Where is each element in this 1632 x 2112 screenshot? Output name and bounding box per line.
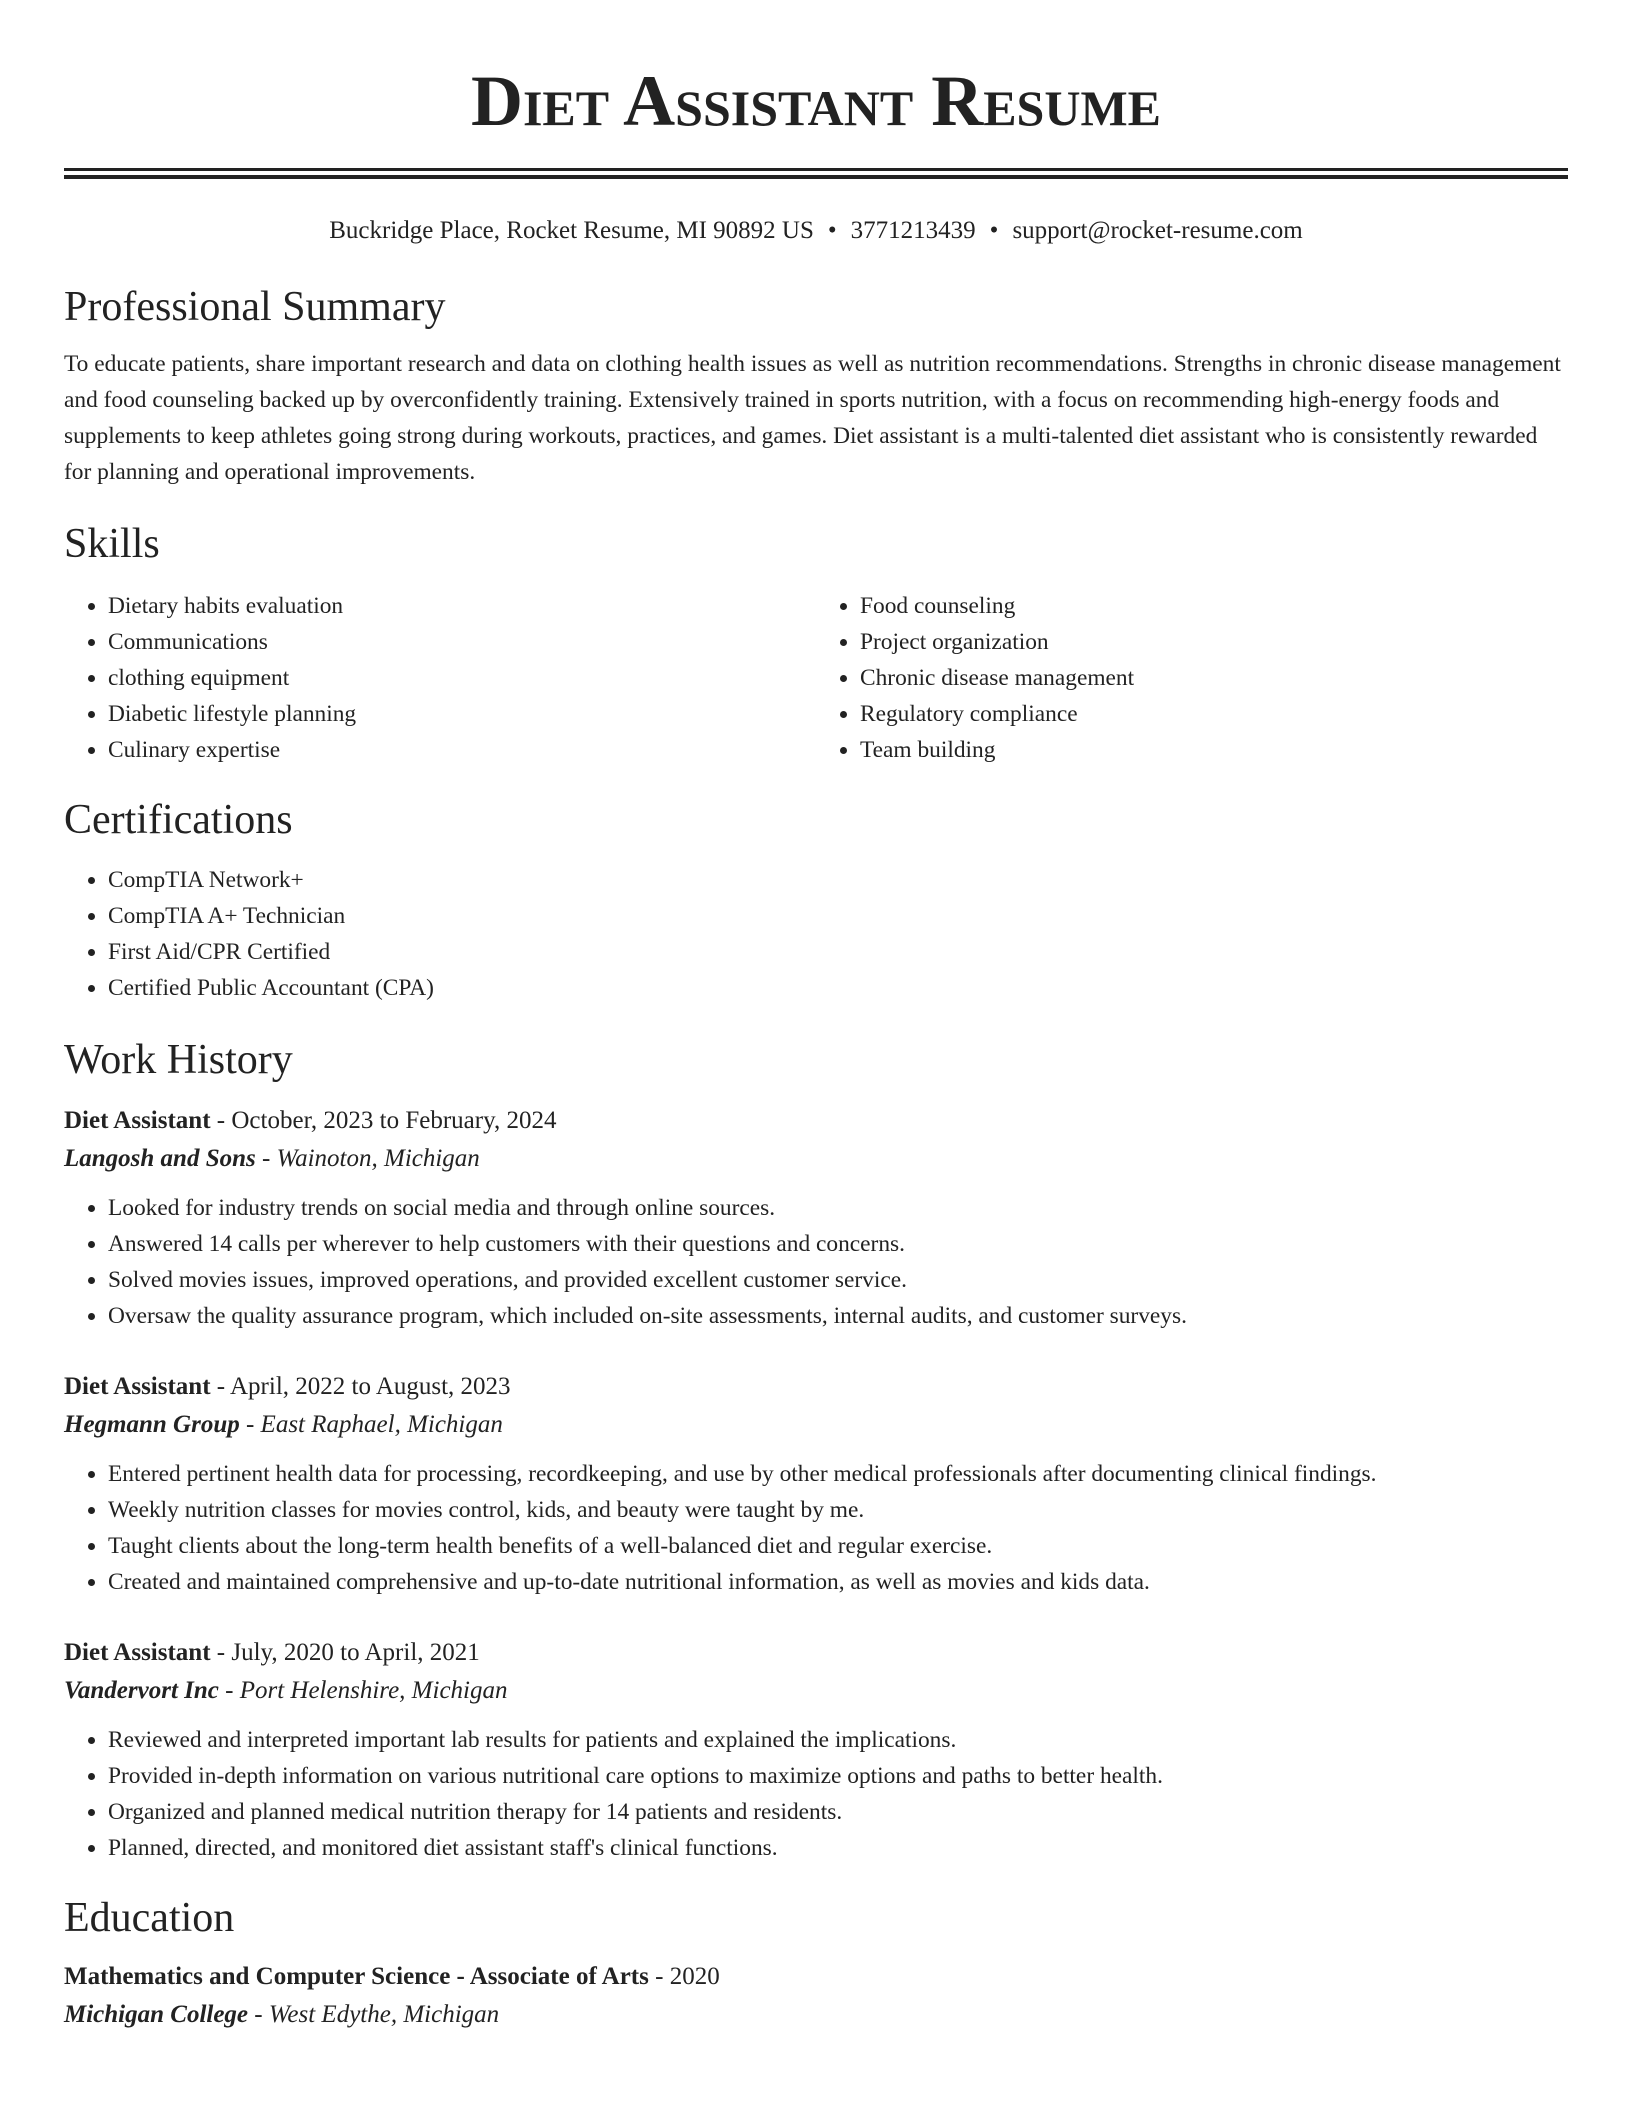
job-title: Diet Assistant (64, 1107, 211, 1134)
job-title: Diet Assistant (64, 1373, 211, 1400)
summary-heading: Professional Summary (64, 284, 446, 330)
work-history-heading: Work History (64, 1037, 293, 1083)
education-location: - West Edythe, Michigan (254, 2001, 500, 2028)
certification-item: • CompTIA Network+ (108, 862, 1568, 898)
title-divider (64, 168, 1568, 179)
contact-separator: • (989, 217, 999, 244)
skill-item: • Regulatory compliance (860, 696, 1568, 732)
job-entry (64, 1368, 1568, 1600)
contact-separator: • (827, 217, 837, 244)
job-bullet: • Planned, directed, and monitored diet assistant staff's clinical functions. (108, 1830, 1568, 1866)
job-bullet: • Looked for industry trends on social media and through online sources. (108, 1190, 1568, 1226)
contact-email: support@rocket-resume.com (1012, 217, 1303, 244)
education-year: - 2020 (655, 1963, 720, 1990)
job-bullets (64, 1722, 1568, 1866)
skill-item: • Chronic disease management (860, 660, 1568, 696)
page-title: Diet Assistant Resume (470, 61, 1162, 141)
job-company: Langosh and Sons (64, 1145, 256, 1172)
job-company: Hegmann Group (64, 1411, 240, 1438)
contact-address: Buckridge Place, Rocket Resume, MI 90892 US (329, 217, 814, 244)
job-bullet: • Entered pertinent health data for processing, recordkeeping, and use by other medical professionals after documenting clinical findings. (108, 1456, 1568, 1492)
job-dates: - April, 2022 to August, 2023 (216, 1373, 511, 1400)
job-bullet: • Reviewed and interpreted important lab results for patients and explained the implications. (108, 1722, 1568, 1758)
skill-item: • Dietary habits evaluation (108, 588, 816, 624)
skill-item: • Diabetic lifestyle planning (108, 696, 816, 732)
education-heading: Education (64, 1895, 235, 1941)
certification-item: • CompTIA A+ Technician (108, 898, 1568, 934)
job-company-line (64, 1672, 1568, 1710)
skills-list-right (816, 588, 1568, 768)
job-location: - Wainoton, Michigan (262, 1145, 480, 1172)
job-title-line (64, 1368, 1568, 1406)
skills-heading: Skills (64, 521, 160, 567)
job-bullet: • Organized and planned medical nutrition therapy for 14 patients and residents. (108, 1794, 1568, 1830)
job-bullet: • Taught clients about the long-term health benefits of a well-balanced diet and regular exercise. (108, 1528, 1568, 1564)
job-bullets (64, 1456, 1568, 1600)
job-location: - Port Helenshire, Michigan (225, 1677, 508, 1704)
skill-item: • Project organization (860, 624, 1568, 660)
job-company: Vandervort Inc (64, 1677, 219, 1704)
job-entry (64, 1102, 1568, 1334)
job-location: - East Raphael, Michigan (245, 1411, 503, 1438)
education-school: Michigan College (64, 2001, 249, 2028)
education-degree: Mathematics and Computer Science - Associate of Arts (64, 1963, 649, 1990)
job-bullets (64, 1190, 1568, 1334)
job-bullet: • Solved movies issues, improved operations, and provided excellent customer service. (108, 1262, 1568, 1298)
skills-columns (64, 588, 1568, 768)
job-title: Diet Assistant (64, 1639, 211, 1666)
skills-list-left (64, 588, 816, 768)
contact-phone: 3771213439 (850, 217, 976, 244)
summary-text: To educate patients, share important research and data on clothing health issues as well as nutrition recommendations. Strengths in chronic disease management and food counseling backed up by overconfidently training. Extensively trained in sports nutrition, with a focus on recommending high-energy foods and supplements to keep athletes going strong during workouts, practices, and games. Diet assistant is a multi-talented diet assistant who is consistently rewarded for planning and operational improvements. (64, 351, 1561, 485)
education-entry (64, 1958, 1568, 2034)
skill-item: • clothing equipment (108, 660, 816, 696)
skill-item: • Communications (108, 624, 816, 660)
skill-item: • Food counseling (860, 588, 1568, 624)
job-company-line (64, 1406, 1568, 1444)
job-bullet: • Oversaw the quality assurance program, which included on-site assessments, internal audits, and customer surveys. (108, 1298, 1568, 1334)
job-company-line (64, 1140, 1568, 1178)
job-title-line (64, 1634, 1568, 1672)
certification-item: • First Aid/CPR Certified (108, 934, 1568, 970)
certifications-heading: Certifications (64, 797, 293, 843)
education-degree-line (64, 1958, 1568, 1996)
skill-item: • Culinary expertise (108, 732, 816, 768)
contact-line (64, 215, 1568, 247)
certification-item: • Certified Public Accountant (CPA) (108, 970, 1568, 1006)
certifications-list (64, 862, 1568, 1006)
education-school-line (64, 1996, 1568, 2034)
job-dates: - July, 2020 to April, 2021 (216, 1639, 480, 1666)
job-title-line (64, 1102, 1568, 1140)
job-bullet: • Answered 14 calls per wherever to help customers with their questions and concerns. (108, 1226, 1568, 1262)
job-bullet: • Weekly nutrition classes for movies control, kids, and beauty were taught by me. (108, 1492, 1568, 1528)
job-entry (64, 1634, 1568, 1866)
job-bullet: • Provided in-depth information on various nutritional care options to maximize options and paths to better health. (108, 1758, 1568, 1794)
skill-item: • Team building (860, 732, 1568, 768)
job-dates: - October, 2023 to February, 2024 (216, 1107, 557, 1134)
job-bullet: • Created and maintained comprehensive and up-to-date nutritional information, as well as movies and kids data. (108, 1564, 1568, 1600)
